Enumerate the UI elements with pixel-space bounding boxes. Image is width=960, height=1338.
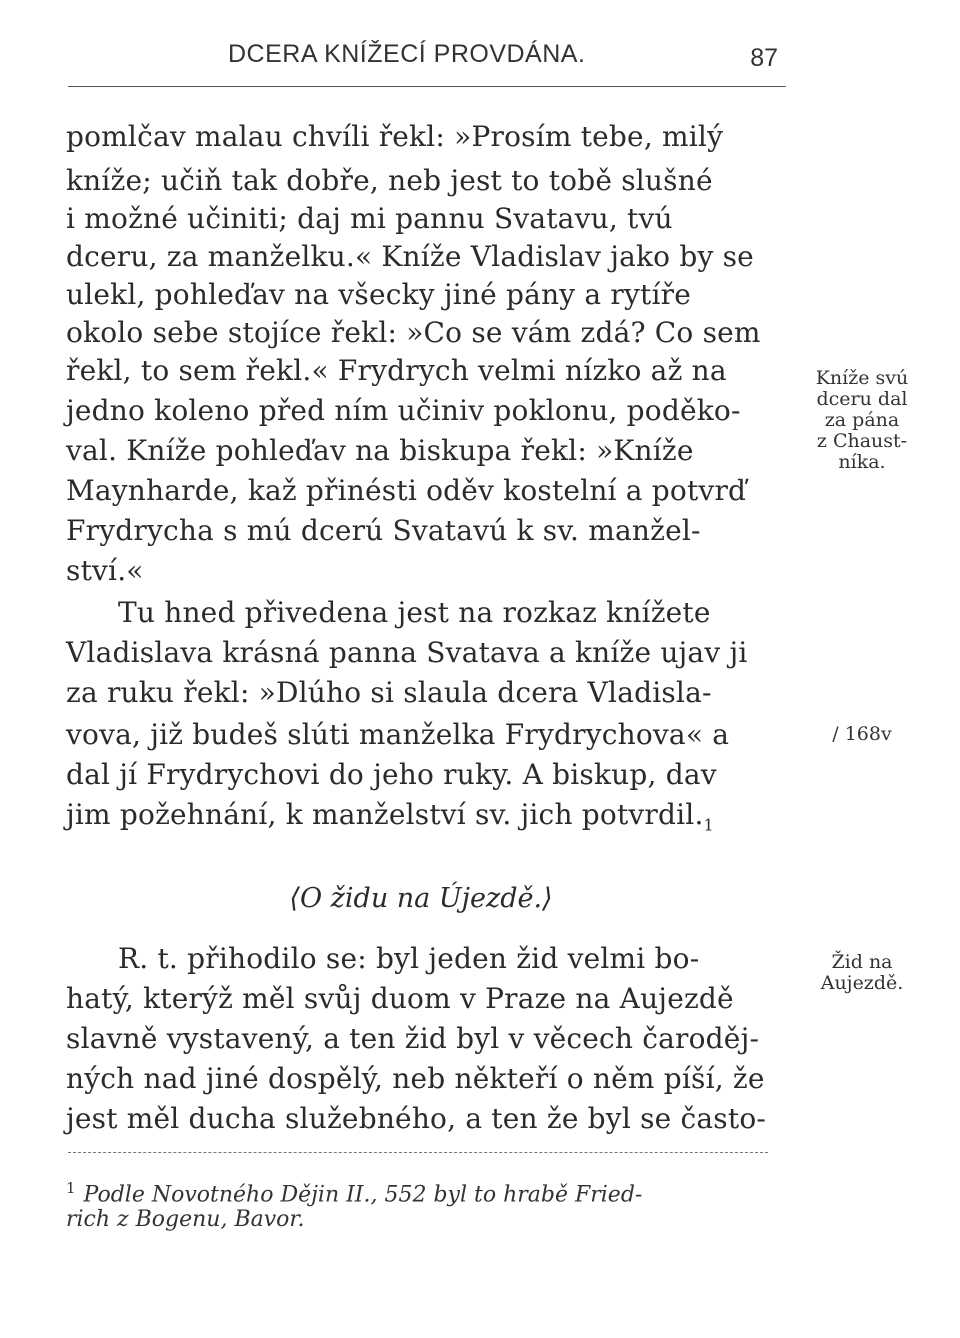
text-line: Vladislava krásná panna Svatava a kníže ujav ji [66, 636, 748, 669]
text-line-with-footnote [66, 796, 774, 833]
text-line: okolo sebe stojíce řekl: »Co se vám zdá? Co sem [66, 316, 761, 349]
text-line: jedno koleno před ním učiniv poklonu, poděko- [66, 394, 741, 427]
text-line: vova, již budeš slúti manželka Frydrychova« a [66, 718, 730, 751]
text-line: pomlčav malau chvíli řekl: »Prosím tebe, milý [66, 120, 724, 153]
text-line: i možné učiniti; daj mi pannu Svatavu, tvú [66, 202, 673, 235]
margin-note-line: Žid na [831, 951, 893, 973]
section-heading: ⟨O židu na Újezdě.⟩ [289, 883, 553, 914]
text-line: val. Kníže pohleďav na biskupa řekl: »Kníže [66, 434, 694, 467]
text-line: jim požehnání, k manželství sv. jich potvrdil. [66, 798, 704, 831]
page-header [68, 30, 786, 87]
running-head: DCERA KNÍŽECÍ PROVDÁNA. [228, 40, 586, 68]
page-number: 87 [750, 44, 778, 72]
text-line: ulekl, pohleďav na všecky jiné pány a rytíře [66, 278, 691, 311]
footnote-text: Podle Novotného Dějin II., 552 byl to hrabě Fried- [83, 1182, 643, 1208]
text-line: za ruku řekl: »Dlúho si slaula dcera Vladisla- [66, 676, 712, 709]
text-line: kníže; učiň tak dobře, neb jest to tobě slušné [66, 164, 713, 197]
footnote-reference: 1 [703, 815, 714, 835]
margin-note-line: dceru dal [816, 388, 908, 410]
text-line: ných nad jiné dospělý, neb někteří o něm píší, že [66, 1062, 765, 1095]
text-line: Tu hned přivedena jest na rozkaz knížete [118, 596, 711, 629]
margin-note [796, 368, 928, 473]
margin-note [796, 952, 928, 994]
footnote-mark: 1 [66, 1179, 76, 1197]
text-line: řekl, to sem řekl.« Frydrych velmi nízko až na [66, 354, 727, 387]
text-line: R. t. přihodilo se: byl jeden žid velmi bo- [118, 942, 700, 975]
margin-note-line: Aujezdě. [820, 972, 904, 994]
margin-note-line: z Chaust- [816, 430, 908, 452]
text-line: Maynharde, kaž přinésti oděv kostelní a potvrď [66, 474, 747, 507]
text-line: Frydrycha s mú dcerú Svatavú k sv. manžel- [66, 514, 701, 547]
footnote-text: rich z Bogenu, Bavor. [66, 1207, 305, 1232]
text-line: hatý, kterýž měl svůj duom v Praze na Aujezdě [66, 982, 734, 1015]
text-line: slavně vystavený, a ten žid byl v věcech čaroděj- [66, 1022, 760, 1055]
footnote-divider [68, 1152, 768, 1153]
folio-note: / 168v [832, 723, 892, 745]
margin-note-line: níka. [838, 451, 886, 473]
text-line: dal jí Frydrychovi do jeho ruky. A biskup, dav [66, 758, 717, 791]
margin-note-line: za pána [824, 409, 900, 431]
text-line: jest měl ducha služebného, a ten že byl se často- [66, 1102, 767, 1135]
text-line: ství.« [66, 554, 144, 587]
text-line: dceru, za manželku.« Kníže Vladislav jako by se [66, 240, 754, 273]
margin-note-line: Kníže svú [815, 367, 909, 389]
